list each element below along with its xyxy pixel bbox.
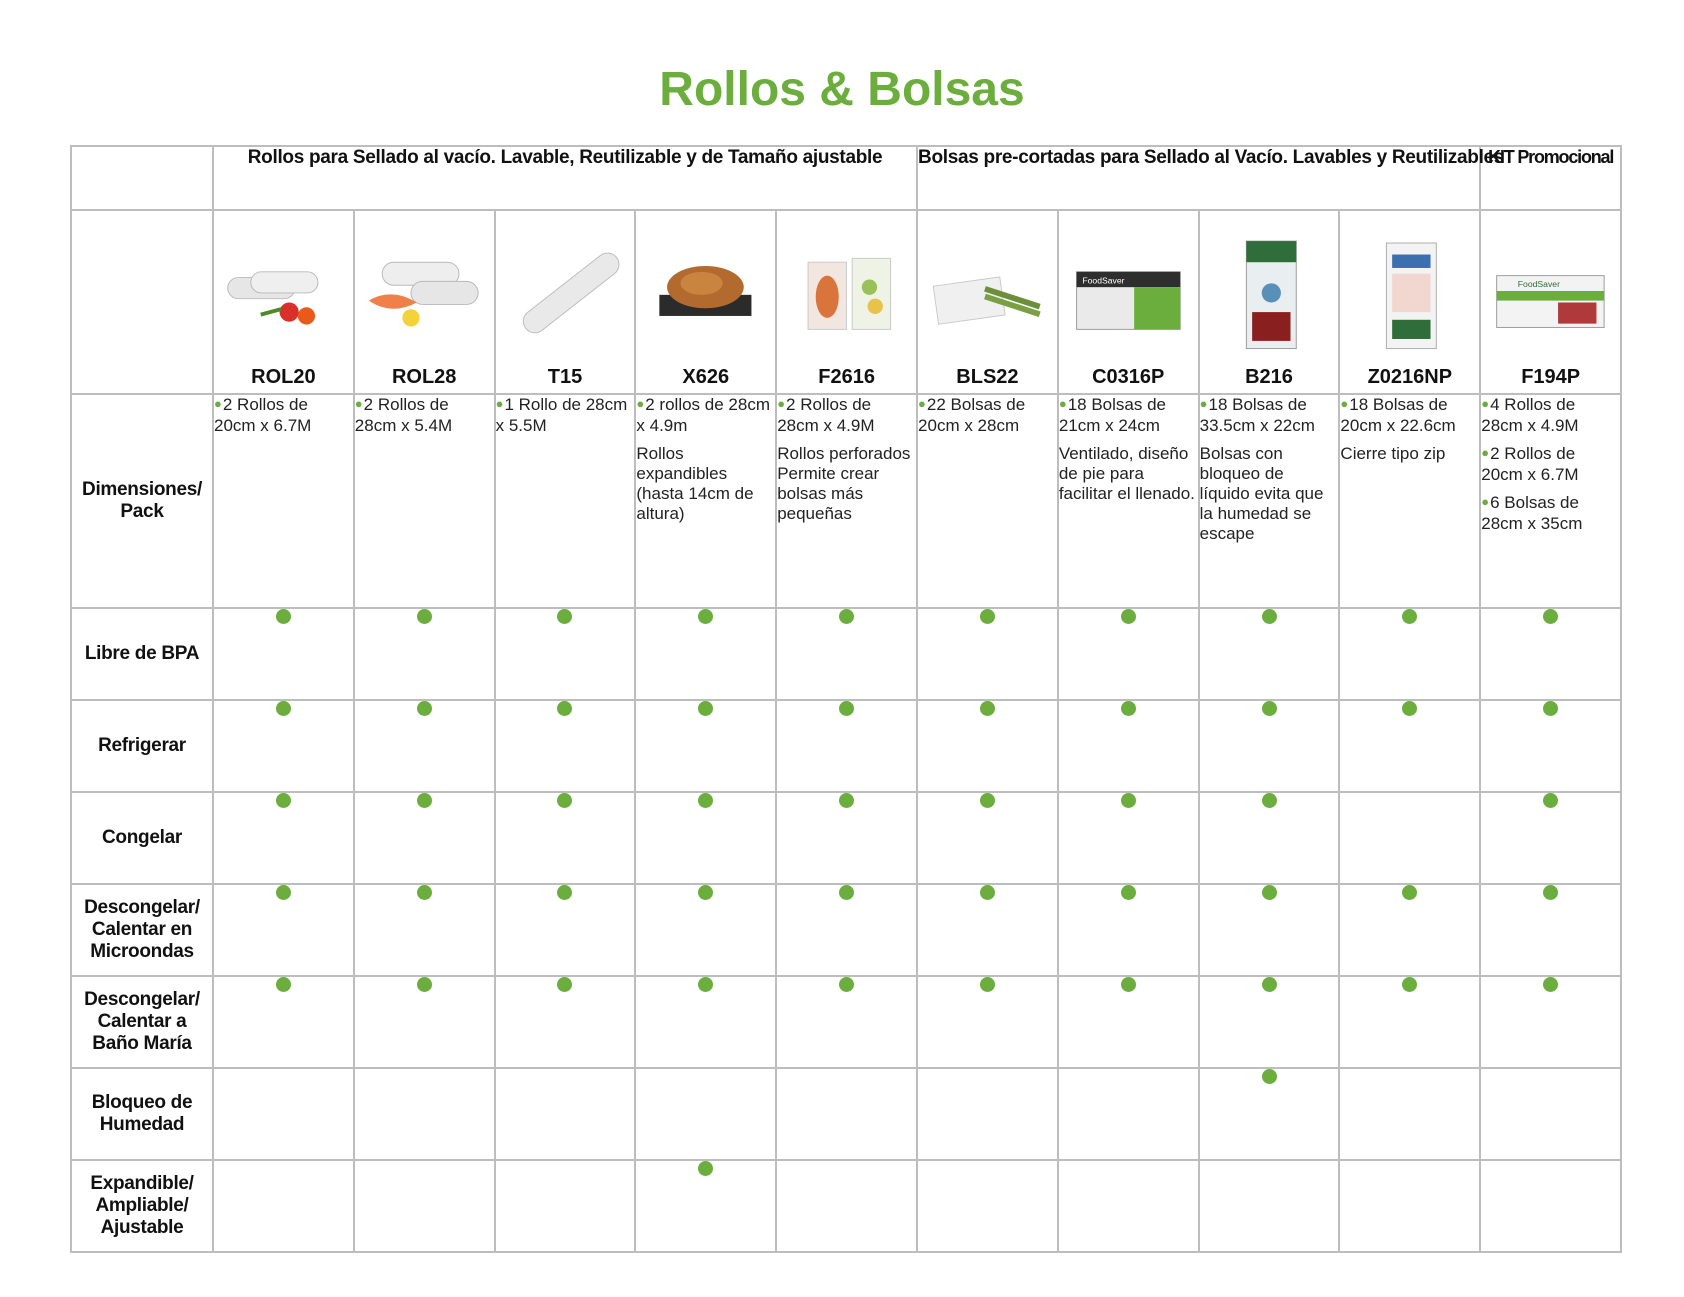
product-code: F2616 bbox=[818, 366, 875, 388]
feature-cell bbox=[1058, 608, 1199, 700]
feature-cell bbox=[635, 884, 776, 976]
feature-label: Congelar bbox=[71, 792, 213, 884]
feature-cell bbox=[495, 608, 636, 700]
product-description bbox=[917, 394, 1058, 608]
check-dot-icon bbox=[839, 609, 854, 624]
product-description bbox=[354, 394, 495, 608]
empty-corner-cell bbox=[71, 210, 213, 394]
product-code: BLS22 bbox=[956, 366, 1019, 388]
description-line bbox=[636, 444, 775, 524]
svg-text:FoodSaver: FoodSaver bbox=[1082, 275, 1125, 286]
feature-cell bbox=[917, 1068, 1058, 1160]
group-header-row bbox=[71, 146, 1621, 210]
product-cell bbox=[495, 210, 636, 394]
feature-cell bbox=[1480, 976, 1621, 1068]
comparison-table bbox=[70, 145, 1622, 1253]
check-dot-icon bbox=[557, 793, 572, 808]
feature-cell bbox=[354, 976, 495, 1068]
check-dot-icon bbox=[557, 609, 572, 624]
feature-cell bbox=[1339, 884, 1480, 976]
feature-cell bbox=[1058, 1160, 1199, 1252]
check-dot-icon bbox=[839, 885, 854, 900]
description-text: Cierre tipo zip bbox=[1340, 444, 1446, 463]
feature-cell bbox=[213, 608, 354, 700]
feature-cell bbox=[1199, 884, 1340, 976]
product-description bbox=[213, 394, 354, 608]
product-code: T15 bbox=[547, 366, 583, 388]
feature-cell bbox=[354, 792, 495, 884]
product-cell bbox=[1480, 210, 1621, 394]
check-dot-icon bbox=[1121, 885, 1136, 900]
feature-cell bbox=[1058, 976, 1199, 1068]
description-text: 18 Bolsas de 21cm x 24cm bbox=[1058, 395, 1166, 435]
check-dot-icon bbox=[1543, 609, 1558, 624]
feature-cell bbox=[1199, 608, 1340, 700]
check-dot-icon bbox=[276, 885, 291, 900]
group-header bbox=[71, 146, 213, 210]
feature-cell bbox=[1480, 700, 1621, 792]
product-cell bbox=[1058, 210, 1199, 394]
feature-label: Libre de BPA bbox=[71, 608, 213, 700]
check-dot-icon bbox=[1121, 701, 1136, 716]
product-cell bbox=[917, 210, 1058, 394]
product-description bbox=[1199, 394, 1340, 608]
check-dot-icon bbox=[1262, 977, 1277, 992]
description-text: Rollos expandibles (hasta 14cm de altura) bbox=[636, 444, 754, 523]
bullet-icon: ● bbox=[1199, 396, 1208, 411]
product-description bbox=[1480, 394, 1621, 608]
check-dot-icon bbox=[1262, 1069, 1277, 1084]
feature-cell bbox=[1199, 1160, 1340, 1252]
product-image bbox=[926, 231, 1049, 351]
description-line bbox=[1481, 493, 1620, 534]
feature-row bbox=[71, 792, 1621, 884]
product-image bbox=[1208, 231, 1331, 351]
description-line bbox=[636, 395, 775, 436]
bullet-icon: ● bbox=[214, 396, 222, 411]
product-cell bbox=[635, 210, 776, 394]
feature-row bbox=[71, 976, 1621, 1068]
feature-cell bbox=[495, 792, 636, 884]
description-text: 18 Bolsas de 33.5cm x 22cm bbox=[1199, 395, 1315, 435]
feature-cell bbox=[1058, 1068, 1199, 1160]
feature-cell bbox=[354, 1068, 495, 1160]
product-image bbox=[1489, 231, 1612, 351]
description-line bbox=[1481, 444, 1620, 485]
page-title: Rollos & Bolsas bbox=[659, 63, 1025, 116]
check-dot-icon bbox=[417, 977, 432, 992]
feature-cell bbox=[635, 608, 776, 700]
feature-cell bbox=[1199, 700, 1340, 792]
description-line bbox=[1059, 395, 1198, 436]
feature-cell bbox=[776, 792, 917, 884]
description-line bbox=[1200, 395, 1339, 436]
feature-cell bbox=[1058, 884, 1199, 976]
feature-cell bbox=[1480, 884, 1621, 976]
product-image bbox=[363, 231, 486, 351]
feature-cell bbox=[635, 792, 776, 884]
product-cell bbox=[1339, 210, 1480, 394]
description-text: 2 Rollos de 20cm x 6.7M bbox=[1481, 444, 1579, 484]
feature-row bbox=[71, 608, 1621, 700]
description-line bbox=[777, 395, 916, 436]
feature-cell bbox=[776, 700, 917, 792]
check-dot-icon bbox=[276, 701, 291, 716]
group-header: Rollos para Sellado al vacío. Lavable, Reutilizable y de Tamaño ajustable bbox=[213, 146, 917, 210]
dimensions-row bbox=[71, 394, 1621, 608]
feature-cell bbox=[1480, 792, 1621, 884]
feature-cell bbox=[1480, 608, 1621, 700]
svg-text:FoodSaver: FoodSaver bbox=[1518, 279, 1561, 290]
check-dot-icon bbox=[698, 885, 713, 900]
product-cell bbox=[213, 210, 354, 394]
description-text: 22 Bolsas de 20cm x 28cm bbox=[918, 395, 1026, 435]
feature-cell bbox=[917, 1160, 1058, 1252]
feature-cell bbox=[1339, 976, 1480, 1068]
description-line bbox=[1340, 444, 1479, 464]
feature-cell bbox=[213, 700, 354, 792]
check-dot-icon bbox=[1402, 609, 1417, 624]
feature-cell bbox=[635, 1068, 776, 1160]
check-dot-icon bbox=[698, 701, 713, 716]
feature-row bbox=[71, 700, 1621, 792]
feature-cell bbox=[917, 700, 1058, 792]
bullet-icon: ● bbox=[777, 396, 786, 411]
feature-cell bbox=[213, 884, 354, 976]
product-description bbox=[635, 394, 776, 608]
feature-label: Bloqueo de Humedad bbox=[71, 1068, 213, 1160]
bullet-icon: ● bbox=[1481, 494, 1490, 509]
description-text: Bolsas con bloqueo de líquido evita que la humedad se escape bbox=[1199, 444, 1324, 543]
product-description bbox=[776, 394, 917, 608]
check-dot-icon bbox=[839, 793, 854, 808]
feature-cell bbox=[1339, 1068, 1480, 1160]
bullet-icon: ● bbox=[354, 396, 363, 411]
product-code: X626 bbox=[682, 366, 730, 388]
product-code: C0316P bbox=[1092, 366, 1165, 388]
description-text: Ventilado, diseño de pie para facilitar el llenado. bbox=[1058, 444, 1195, 503]
feature-cell bbox=[495, 884, 636, 976]
check-dot-icon bbox=[839, 701, 854, 716]
check-dot-icon bbox=[1121, 793, 1136, 808]
check-dot-icon bbox=[417, 885, 432, 900]
feature-cell bbox=[1339, 700, 1480, 792]
feature-label: Descongelar/ Calentar a Baño María bbox=[71, 976, 213, 1068]
description-text: 2 Rollos de 28cm x 4.9M bbox=[777, 395, 875, 435]
feature-cell bbox=[1058, 792, 1199, 884]
group-header: Bolsas pre-cortadas para Sellado al Vacío. Lavables y Reutilizables bbox=[917, 146, 1480, 210]
check-dot-icon bbox=[980, 793, 995, 808]
check-dot-icon bbox=[276, 609, 291, 624]
bullet-icon: ● bbox=[1340, 396, 1349, 411]
row-label-dimensions: Dimensiones/ Pack bbox=[71, 394, 213, 608]
check-dot-icon bbox=[698, 793, 713, 808]
check-dot-icon bbox=[1262, 885, 1277, 900]
bullet-icon: ● bbox=[1481, 396, 1490, 411]
feature-cell bbox=[354, 608, 495, 700]
check-dot-icon bbox=[1121, 977, 1136, 992]
check-dot-icon bbox=[980, 701, 995, 716]
product-cell bbox=[776, 210, 917, 394]
check-dot-icon bbox=[1402, 977, 1417, 992]
feature-cell bbox=[1199, 792, 1340, 884]
feature-cell bbox=[213, 1068, 354, 1160]
product-description bbox=[495, 394, 636, 608]
feature-cell bbox=[917, 976, 1058, 1068]
check-dot-icon bbox=[557, 885, 572, 900]
feature-cell bbox=[1199, 1068, 1340, 1160]
description-line bbox=[1200, 444, 1339, 544]
bullet-icon: ● bbox=[495, 396, 504, 411]
check-dot-icon bbox=[698, 977, 713, 992]
check-dot-icon bbox=[698, 1161, 713, 1176]
feature-cell bbox=[1058, 700, 1199, 792]
description-text: 18 Bolsas de 20cm x 22.6cm bbox=[1340, 395, 1456, 435]
feature-cell bbox=[1339, 1160, 1480, 1252]
bullet-icon: ● bbox=[918, 396, 926, 411]
feature-cell bbox=[495, 1068, 636, 1160]
description-text: 4 Rollos de 28cm x 4.9M bbox=[1481, 395, 1579, 435]
feature-cell bbox=[635, 1160, 776, 1252]
feature-label: Expandible/ Ampliable/ Ajustable bbox=[71, 1160, 213, 1252]
feature-row bbox=[71, 884, 1621, 976]
check-dot-icon bbox=[1543, 701, 1558, 716]
feature-cell bbox=[776, 1160, 917, 1252]
check-dot-icon bbox=[1262, 701, 1277, 716]
feature-cell bbox=[495, 976, 636, 1068]
check-dot-icon bbox=[1402, 885, 1417, 900]
check-dot-icon bbox=[557, 977, 572, 992]
feature-cell bbox=[213, 792, 354, 884]
feature-label: Refrigerar bbox=[71, 700, 213, 792]
product-image bbox=[222, 231, 345, 351]
feature-cell bbox=[635, 700, 776, 792]
check-dot-icon bbox=[276, 977, 291, 992]
product-cell bbox=[354, 210, 495, 394]
product-image bbox=[785, 231, 908, 351]
product-code: F194P bbox=[1521, 366, 1581, 388]
description-line bbox=[1059, 444, 1198, 504]
check-dot-icon bbox=[1262, 793, 1277, 808]
description-line bbox=[214, 395, 353, 436]
check-dot-icon bbox=[980, 885, 995, 900]
product-image bbox=[1067, 231, 1190, 351]
feature-cell bbox=[1339, 608, 1480, 700]
feature-cell bbox=[776, 608, 917, 700]
feature-cell bbox=[213, 976, 354, 1068]
product-row bbox=[71, 210, 1621, 394]
group-header: KIT Promocional bbox=[1480, 146, 1621, 210]
description-line bbox=[918, 395, 1057, 436]
check-dot-icon bbox=[417, 701, 432, 716]
bullet-icon: ● bbox=[1058, 396, 1067, 411]
description-text: 6 Bolsas de 28cm x 35cm bbox=[1481, 493, 1583, 533]
feature-cell bbox=[917, 792, 1058, 884]
feature-cell bbox=[495, 1160, 636, 1252]
feature-row bbox=[71, 1068, 1621, 1160]
feature-cell bbox=[1480, 1160, 1621, 1252]
feature-cell bbox=[1339, 792, 1480, 884]
description-text: 2 rollos de 28cm x 4.9m bbox=[636, 395, 770, 435]
feature-cell bbox=[354, 700, 495, 792]
bullet-icon: ● bbox=[636, 396, 645, 411]
check-dot-icon bbox=[839, 977, 854, 992]
feature-cell bbox=[776, 884, 917, 976]
check-dot-icon bbox=[1262, 609, 1277, 624]
check-dot-icon bbox=[1543, 885, 1558, 900]
feature-cell bbox=[776, 976, 917, 1068]
check-dot-icon bbox=[557, 701, 572, 716]
check-dot-icon bbox=[980, 977, 995, 992]
product-code: Z0216NP bbox=[1367, 366, 1453, 388]
bullet-icon: ● bbox=[1481, 445, 1490, 460]
product-cell bbox=[1199, 210, 1340, 394]
check-dot-icon bbox=[417, 793, 432, 808]
description-text: 2 Rollos de 28cm x 5.4M bbox=[354, 395, 453, 435]
feature-cell bbox=[354, 884, 495, 976]
product-code: ROL28 bbox=[391, 366, 457, 388]
feature-cell bbox=[635, 976, 776, 1068]
description-text: 2 Rollos de 20cm x 6.7M bbox=[214, 395, 312, 435]
description-text: Rollos perforados Permite crear bolsas más pequeñas bbox=[777, 444, 911, 523]
description-line bbox=[777, 444, 916, 524]
feature-cell bbox=[213, 1160, 354, 1252]
check-dot-icon bbox=[1121, 609, 1136, 624]
product-description bbox=[1058, 394, 1199, 608]
feature-cell bbox=[917, 608, 1058, 700]
product-image bbox=[644, 231, 767, 351]
check-dot-icon bbox=[980, 609, 995, 624]
feature-cell bbox=[354, 1160, 495, 1252]
feature-cell bbox=[776, 1068, 917, 1160]
product-code: B216 bbox=[1245, 366, 1293, 388]
description-line bbox=[1481, 395, 1620, 436]
product-description bbox=[1339, 394, 1480, 608]
check-dot-icon bbox=[698, 609, 713, 624]
feature-cell bbox=[1480, 1068, 1621, 1160]
check-dot-icon bbox=[1402, 701, 1417, 716]
check-dot-icon bbox=[1543, 793, 1558, 808]
description-text: 1 Rollo de 28cm x 5.5M bbox=[495, 395, 628, 435]
description-line bbox=[1340, 395, 1479, 436]
description-line bbox=[355, 395, 494, 436]
product-code: ROL20 bbox=[251, 366, 316, 388]
product-image bbox=[1348, 231, 1471, 351]
feature-cell bbox=[1199, 976, 1340, 1068]
check-dot-icon bbox=[276, 793, 291, 808]
feature-label: Descongelar/ Calentar en Microondas bbox=[71, 884, 213, 976]
check-dot-icon bbox=[1543, 977, 1558, 992]
feature-row bbox=[71, 1160, 1621, 1252]
description-line bbox=[496, 395, 635, 436]
check-dot-icon bbox=[417, 609, 432, 624]
product-image bbox=[504, 231, 627, 351]
feature-cell bbox=[495, 700, 636, 792]
feature-cell bbox=[917, 884, 1058, 976]
